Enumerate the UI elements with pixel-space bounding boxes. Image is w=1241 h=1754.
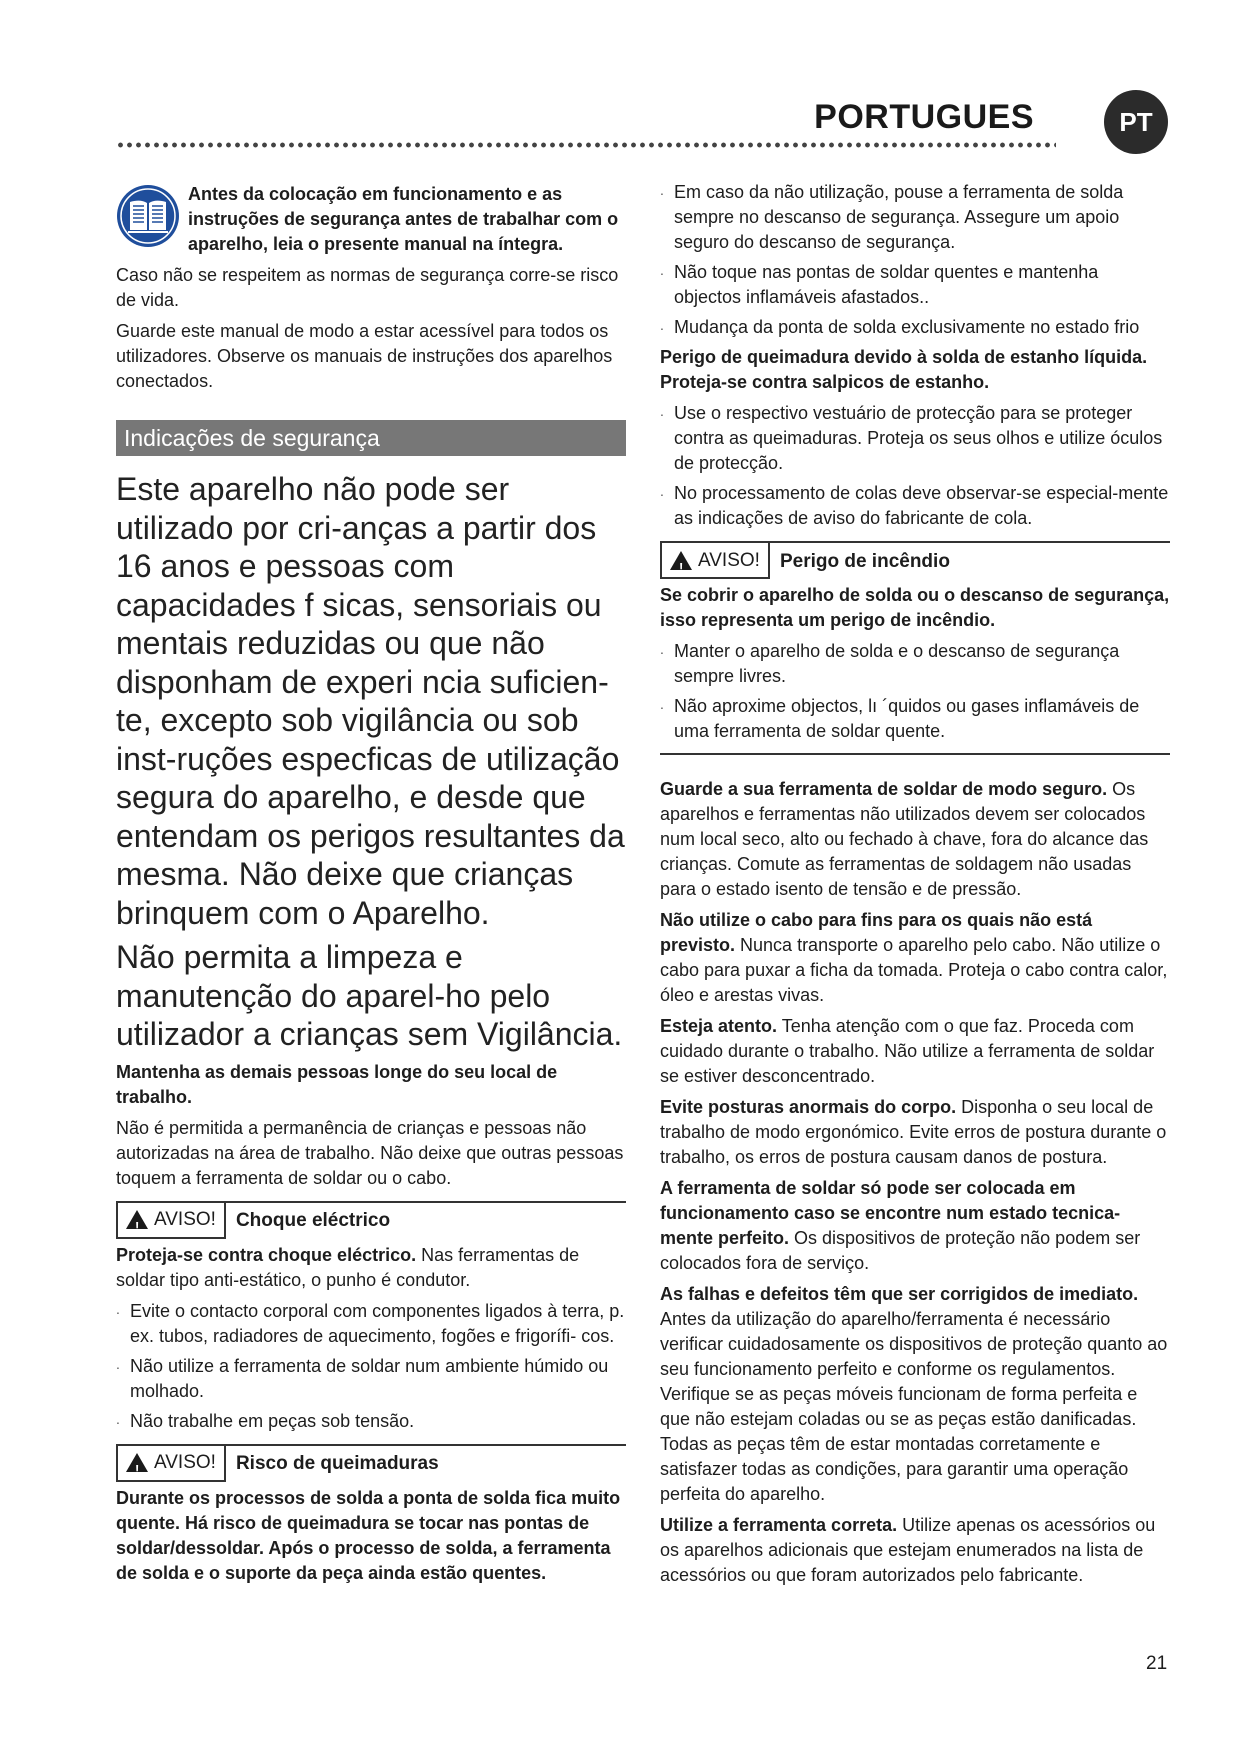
section-heading: Indicações de segurança (116, 420, 626, 456)
list-item: . Em caso da não utilização, pouse a ferramenta de solda sempre no descanso de segurança. Assegure um apoio seguro do descanso de segurança. (660, 180, 1170, 255)
warning-lead: Proteja-se contra choque eléctrico. Nas ferramentas de soldar tipo anti-estático, o punho é condutor. (116, 1244, 580, 1290)
warning-tag-label: AVISO! (154, 1209, 216, 1230)
list-item: . Use o respectivo vestuário de protecção para se proteger contra as queimaduras. Proteja os seus olhos e utilize óculos de protecção. (660, 401, 1170, 476)
list-item: . Mudança da ponta de solda exclusivamente no estado frio (660, 315, 1170, 340)
warning-list (116, 1299, 626, 1434)
paragraph-posture: Evite posturas anormais do corpo. Disponha o seu local de trabalho de modo ergonómico. Evite erros de postura durante o trabalho, os erros de postura causam danos de postura. (660, 1097, 1167, 1167)
list-item: . Não toque nas pontas de soldar quentes e mantenha objectos inflamáveis afastados.. (660, 260, 1170, 310)
left-column (116, 182, 626, 1592)
top-list (660, 180, 1170, 340)
children-warning-paragraph: Este aparelho não pode ser utilizado por cri-anças a partir dos 16 anos e pessoas com capacidades f sicas, sensoriais ou mentais reduzidas ou que não disponham de experi ncia suficien-te, excepto sob vigilância ou sob inst-ruções especficas de utilização segura do aparelho, e desde que entendam os perigos resultantes da mesma. Não deixe que crianças brinquem com o Aparelho. (116, 471, 625, 931)
language-badge: PT (1104, 90, 1168, 154)
warning-text: Se cobrir o aparelho de solda ou o descanso de segurança, isso representa um perigo de incêndio. (660, 585, 1170, 630)
paragraph-technical-state: A ferramenta de soldar só pode ser colocada em funcionamento caso se encontre num estado tecnica-mente perfeito. Os dispositivos de proteção não podem ser colocados fora de serviço. (660, 1178, 1141, 1273)
warning-list (660, 639, 1170, 744)
keep-away-heading: Mantenha as demais pessoas longe do seu local de trabalho. (116, 1061, 558, 1107)
warning-tag (116, 1446, 226, 1482)
intro-block (116, 182, 626, 257)
warning-tag (116, 1203, 226, 1239)
keep-away-text: Não é permitida a permanência de crianças e pessoas não autorizadas na área de trabalho. Não deixe que outras pessoas toquem a ferramenta de soldar ou o cabo. (116, 1117, 624, 1188)
warning-title: Choque eléctrico (235, 1210, 391, 1231)
mid-list (660, 401, 1170, 531)
warning-triangle-icon: ! (126, 1453, 148, 1472)
intro-paragraph-1: Caso não se respeitem as normas de segurança corre-se risco de vida. (116, 265, 619, 310)
list-item: . No processamento de colas deve observar-se especial-mente as indicações de aviso do fabricante de cola. (660, 481, 1170, 531)
paragraph-correct-tool: Utilize a ferramenta correta. Utilize apenas os acessórios ou os aparelhos adicionais que estejam enumerados na lista de acessórios ou que foram autorizados pelo fabricante. (660, 1515, 1156, 1585)
paragraph-store-tool: Guarde a sua ferramenta de soldar de modo seguro. Os aparelhos e ferramentas não utilizados devem ser colocados num local seco, alto ou fechado à chave, fora do alcance das crianças. Comute as ferramentas de soldagem não usadas para o estado isento de tensão e de pressão. (660, 779, 1149, 899)
page-number: 21 (1146, 1653, 1168, 1674)
warning-tag-label: AVISO! (698, 549, 760, 571)
paragraph-defects: As falhas e defeitos têm que ser corrigidos de imediato. Antes da utilização do aparelho/ferramenta é necessário verificar cuidadosamente os dispositivos de proteção quanto ao seu funcionamento perfeito e conforme os regulamentos. Verifique se as peças móveis funcionam de forma perfeita e que não estejam coladas ou se as peças estão danificadas. Todas as peças têm de estar montadas corretamente e satisfazer todas as condições, para garantir uma operação perfeita do aparelho. (660, 1284, 1168, 1504)
intro-paragraph-2: Guarde este manual de modo a estar acessível para todos os utilizadores. Observe os manuais de instruções dos aparelhos conectados. (116, 321, 613, 391)
list-item: . Manter o aparelho de solda e o descanso de segurança sempre livres. (660, 639, 1170, 689)
warning-title: Perigo de incêndio (779, 550, 950, 572)
warning-tag-label: AVISO! (154, 1452, 216, 1473)
list-item: . Não aproxime objectos, lı ´quidos ou gases inflamáveis de uma ferramenta de soldar quente. (660, 694, 1170, 744)
page-title: PORTUGUES (814, 98, 1034, 136)
list-item: . Não utilize a ferramenta de soldar num ambiente húmido ou molhado. (116, 1354, 626, 1404)
warning-fire (660, 541, 1170, 755)
warning-triangle-icon: ! (126, 1210, 148, 1229)
list-item: . Não trabalhe em peças sob tensão. (116, 1409, 626, 1434)
manual-book-icon (116, 184, 180, 248)
warning-electric-shock (116, 1201, 626, 1434)
warning-burns (116, 1444, 626, 1586)
children-cleaning-paragraph: Não permita a limpeza e manutenção do aparel-ho pelo utilizador a crianças sem Vigilância. (116, 939, 623, 1052)
paragraph-attention: Esteja atento. Tenha atenção com o que faz. Proceda com cuidado durante o trabalho. Não utilize a ferramenta de soldar se estiver desconcentrado. (660, 1016, 1155, 1086)
right-column (660, 182, 1170, 1594)
warning-title: Risco de queimaduras (235, 1453, 439, 1474)
dotted-divider (116, 140, 1056, 150)
paragraph-cable: Não utilize o cabo para fins para os quais não está previsto. Nunca transporte o aparelho pelo cabo. Não utilize o cabo para puxar a ficha da tomada. Proteja o cabo contra calor, óleo e arestas vivas. (660, 910, 1168, 1005)
tin-burn-heading: Perigo de queimadura devido à solda de estanho líquida. Proteja-se contra salpicos de estanho. (660, 347, 1148, 392)
warning-triangle-icon: ! (670, 551, 692, 570)
intro-bold-text: Antes da colocação em funcionamento e as instruções de segurança antes de trabalhar com o aparelho, leia o presente manual na íntegra. (188, 184, 619, 254)
warning-tag (660, 543, 770, 579)
list-item: . Evite o contacto corporal com componentes ligados à terra, p. ex. tubos, radiadores de aquecimento, fogões e frigorífi- cos. (116, 1299, 626, 1349)
warning-text: Durante os processos de solda a ponta de solda fica muito quente. Há risco de queimadura se tocar nas pontas de soldar/dessoldar. Após o processo de solda, a ferramenta de solda e o suporte da peça ainda estão quentes. (116, 1487, 621, 1583)
